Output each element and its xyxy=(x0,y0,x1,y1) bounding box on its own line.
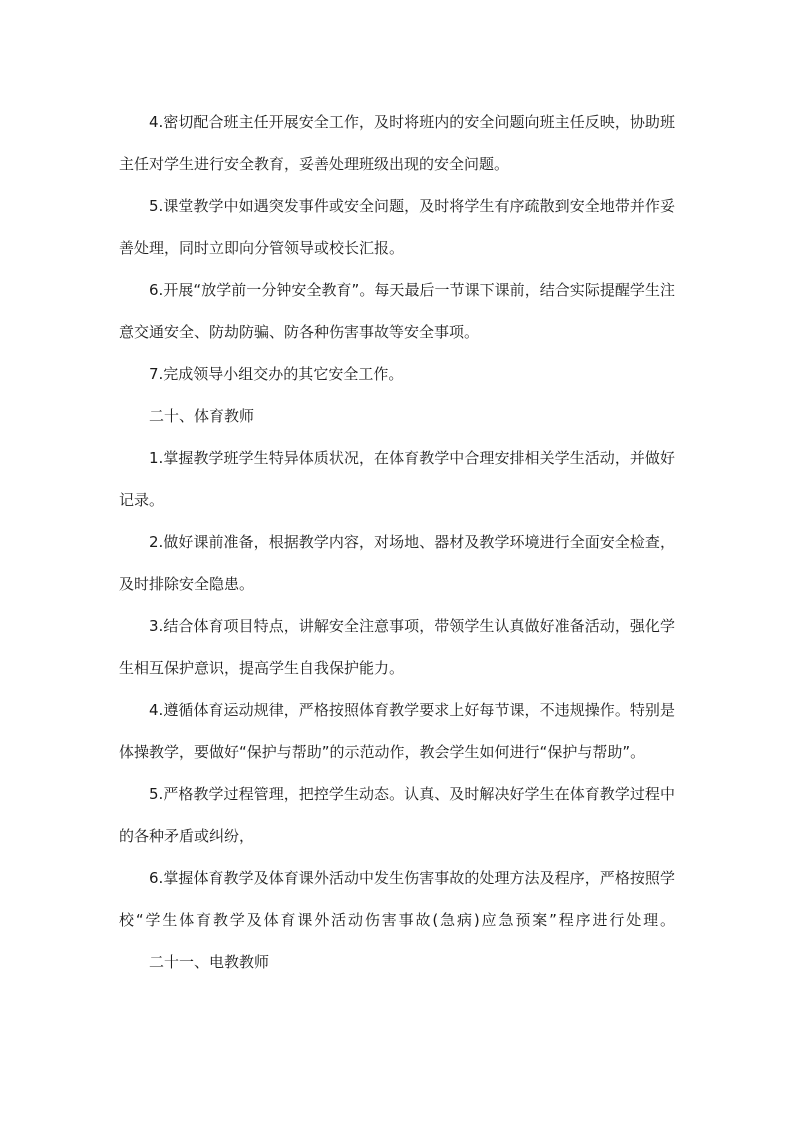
section-heading-av-teacher: 二十一、电教教师 xyxy=(149,953,270,971)
paragraph-class-teacher-cooperation: 4.密切配合班主任开展安全工作，及时将班内的安全问题向班主任反映，协助班主任对学生进行安全教育，妥善处理班级出现的安全问题。 xyxy=(119,113,675,173)
paragraph-sports-rules: 4.遵循体育运动规律，严格按照体育教学要求上好每节课，不违规操作。特别是体操教学，要做好“保护与帮助”的示范动作，教会学生如何进行“保护与帮助”。 xyxy=(119,701,675,761)
document-body xyxy=(119,101,675,983)
paragraph-process-management: 5.严格教学过程管理，把控学生动态。认真、及时解决好学生在体育教学过程中的各种矛盾或纠纷， xyxy=(119,785,675,845)
paragraph-emergency-evacuation: 5.课堂教学中如遇突发事件或安全问题，及时将学生有序疏散到安全地带并作妥善处理，同时立即向分管领导或校长汇报。 xyxy=(119,197,675,257)
paragraph-other-safety-work: 7.完成领导小组交办的其它安全工作。 xyxy=(149,365,404,383)
paragraph-accident-handling: 6.掌握体育教学及体育课外活动中发生伤害事故的处理方法及程序，严格按照学校“学生体育教学及体育课外活动伤害事故(急病)应急预案”程序进行处理。 xyxy=(119,869,675,929)
paragraph-class-preparation: 2.做好课前准备，根据教学内容，对场地、器材及教学环境进行全面安全检查，及时排除安全隐患。 xyxy=(119,533,675,593)
paragraph-pre-dismissal-safety-education: 6.开展“放学前一分钟安全教育”。每天最后一节课下课前，结合实际提醒学生注意交通安全、防劫防骗、防各种伤害事故等安全事项。 xyxy=(119,281,675,341)
section-heading-pe-teacher: 二十、体育教师 xyxy=(149,407,255,425)
paragraph-warm-up-activities: 3.结合体育项目特点，讲解安全注意事项，带领学生认真做好准备活动，强化学生相互保护意识，提高学生自我保护能力。 xyxy=(119,617,675,677)
paragraph-student-constitution: 1.掌握教学班学生特异体质状况，在体育教学中合理安排相关学生活动，并做好记录。 xyxy=(119,449,675,509)
